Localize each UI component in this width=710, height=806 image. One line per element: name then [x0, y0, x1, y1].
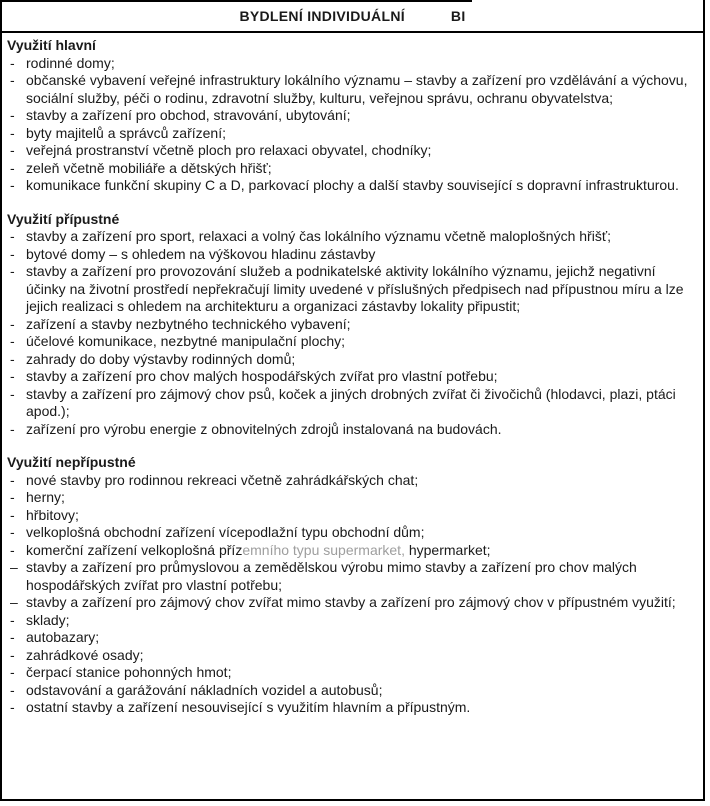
bullet-dash: -: [10, 506, 15, 523]
list-item-text: [26, 351, 697, 369]
list-item: [7, 125, 697, 143]
text-run: velkoplošná obchodní zařízení vícepodlažní typu obchodní dům;: [26, 524, 425, 540]
bullet-dash: -: [10, 524, 15, 540]
bullet-dash: -: [10, 664, 15, 680]
list-item: [7, 228, 697, 246]
list-item: [7, 160, 697, 178]
text-run: zahrádkové osady;: [26, 646, 144, 663]
text-run: komunikace funkční skupiny C a D, parkovací plochy a další stavby související s dopravní infrastrukturou.: [26, 177, 679, 193]
list-item: [7, 351, 697, 369]
section: [7, 454, 697, 717]
bullet-dash: -: [10, 681, 15, 698]
list-item-text: [26, 368, 697, 386]
list-item-text: [26, 699, 697, 717]
section-heading: Využití nepřípustné: [7, 454, 136, 470]
list-item-text: [26, 489, 697, 507]
bullet-dash: -: [10, 629, 15, 645]
section: [7, 37, 697, 195]
list-item-text: [26, 612, 697, 630]
text-run: stavby a zařízení pro provozování služeb a podnikatelské aktivity lokálního významu, jejichž negativní účinky na životní prostředí nepřekračují limity uvedené v příslušných předpisech nad přípustnou míru a lze jejich realizaci s ohledem na architekturu a organizaci zástavby lokality připustit;: [26, 263, 684, 314]
bullet-dash: -: [10, 489, 15, 505]
list-item-text: [26, 142, 697, 160]
bullet-dash: –: [10, 559, 18, 575]
text-run: stavby a zařízení pro sport, relaxaci a volný čas lokálního významu včetně maloplošných hřišť;: [26, 228, 611, 244]
list-item-text: [26, 160, 697, 178]
list-item: [7, 664, 697, 682]
list-item: [7, 421, 697, 439]
list-item: [7, 559, 697, 594]
section-heading: Využití hlavní: [7, 37, 96, 53]
list-item-text: [26, 263, 697, 316]
text-run: účelové komunikace, nezbytné manipulační plochy;: [26, 333, 346, 349]
bullet-dash: -: [10, 541, 15, 558]
text-run: zahrady do doby výstavby rodinných domů;: [26, 350, 296, 367]
list-item-text: [26, 316, 697, 334]
text-run: čerpací stanice pohonných hmot;: [26, 664, 232, 680]
text-run: veřejná prostranství včetně ploch pro relaxaci obyvatel, chodníky;: [26, 142, 432, 158]
bullet-dash: -: [10, 385, 15, 402]
list-item: [7, 246, 697, 264]
text-run: ostatní stavby a zařízení nesouvisející s využitím hlavním a přípustným.: [26, 699, 471, 715]
list-item-text: [26, 333, 697, 351]
text-run: emního typu supermarket,: [242, 541, 405, 558]
list-item: [7, 472, 697, 490]
bullet-dash: -: [10, 699, 15, 715]
bullet-dash: -: [10, 350, 15, 367]
list-item: [7, 594, 697, 612]
text-run: stavby a zařízení pro obchod, stravování, ubytování;: [26, 107, 351, 123]
list-item-text: [26, 559, 697, 594]
text-run: stavby a zařízení pro zájmový chov zvířat mimo stavby a zařízení pro zájmový chov v přípustném využití;: [26, 594, 676, 610]
list-item: [7, 177, 697, 195]
list-item: [7, 107, 697, 125]
text-run: rodinné domy;: [26, 54, 115, 71]
bullet-dash: -: [10, 263, 15, 279]
bullet-dash: -: [10, 142, 15, 158]
list-item: [7, 647, 697, 665]
text-run: zařízení pro výrobu energie z obnovitelných zdrojů instalovaná na budovách.: [26, 420, 502, 437]
text-run: odstavování a garážování nákladních vozidel a autobusů;: [26, 681, 383, 698]
text-run: stavby a zařízení pro zájmový chov psů, koček a jiných drobných zvířat či živočichů (hlodavci, plazi, ptáci apod.);: [26, 385, 676, 419]
list-item-text: [26, 421, 697, 439]
bullet-dash: -: [10, 124, 15, 141]
zone-code: BI: [450, 7, 466, 24]
list-item: [7, 699, 697, 717]
bullet-dash: -: [10, 646, 15, 663]
bullet-dash: -: [10, 471, 15, 488]
bullet-dash: -: [10, 228, 15, 244]
bullet-dash: -: [10, 72, 15, 88]
bullet-dash: -: [10, 368, 15, 384]
text-run: sklady;: [26, 611, 70, 628]
list-item-text: [26, 125, 697, 143]
section-heading: Využití přípustné: [7, 210, 120, 227]
list-item-text: [26, 507, 697, 525]
list-item: [7, 55, 697, 73]
list-item: [7, 263, 697, 316]
list-item-text: [26, 72, 697, 107]
bullet-dash: -: [10, 159, 15, 176]
text-run: stavby a zařízení pro průmyslovou a zemědělskou výrobu mimo stavby a zařízení pro chov malých hospodářských zvířat pro vlastní potřebu;: [26, 559, 637, 593]
text-run: byty majitelů a správců zařízení;: [26, 124, 226, 141]
bullet-dash: -: [10, 107, 15, 123]
list-item: [7, 72, 697, 107]
text-run: komerční zařízení velkoplošná příz: [26, 541, 243, 558]
bullet-dash: -: [10, 177, 15, 193]
list-item: [7, 682, 697, 700]
list-item-text: [26, 107, 697, 125]
list-item: [7, 489, 697, 507]
list-item: [7, 316, 697, 334]
list-item: [7, 333, 697, 351]
list-item-text: [26, 524, 697, 542]
list-item-text: [26, 177, 697, 195]
list-item-text: [26, 629, 697, 647]
text-run: zařízení a stavby nezbytného technického vybavení;: [26, 315, 351, 332]
text-run: hřbitovy;: [26, 506, 79, 523]
list-item-text: [26, 246, 697, 264]
page-title: BYDLENÍ INDIVIDUÁLNÍ: [239, 7, 405, 24]
text-run: autobazary;: [26, 629, 100, 645]
bullet-dash: -: [10, 611, 15, 628]
list-item-text: [26, 472, 697, 490]
text-run: nové stavby pro rodinnou rekreaci včetně zahrádkářských chat;: [26, 471, 419, 488]
bullet-dash: -: [10, 333, 15, 349]
list-item-text: [26, 542, 697, 560]
list-item-text: [26, 664, 697, 682]
text-run: zeleň včetně mobiliáře a dětských hřišť;: [26, 159, 272, 176]
list-item: [7, 629, 697, 647]
document-header: [2, 0, 703, 33]
document-body: [2, 33, 703, 721]
list-item-text: [26, 647, 697, 665]
list-item-text: [26, 228, 697, 246]
list-item-text: [26, 594, 697, 612]
list-item-text: [26, 55, 697, 73]
bullet-dash: -: [10, 315, 15, 332]
section: [7, 211, 697, 439]
list-item: [7, 507, 697, 525]
list-item: [7, 368, 697, 386]
list-item: [7, 542, 697, 560]
bullet-dash: -: [10, 420, 15, 437]
text-run: herny;: [26, 489, 65, 505]
list-item: [7, 386, 697, 421]
list-item-text: [26, 386, 697, 421]
text-run: občanské vybavení veřejné infrastruktury lokálního významu – stavby a zařízení pro vzdělávání a výchovu, sociální služby, péči o rodinu, zdravotní služby, kulturu, veřejnou správu, ochranu obyvatelstva;: [26, 72, 688, 106]
text-run: stavby a zařízení pro chov malých hospodářských zvířat pro vlastní potřebu;: [26, 368, 498, 384]
list-item: [7, 142, 697, 160]
top-border-line: [0, 0, 472, 2]
bullet-dash: -: [10, 245, 15, 262]
text-run: hypermarket;: [404, 541, 491, 558]
list-item: [7, 612, 697, 630]
list-item: [7, 524, 697, 542]
list-item-text: [26, 682, 697, 700]
text-run: bytové domy – s ohledem na výškovou hladinu zástavby: [26, 245, 376, 262]
bullet-dash: -: [10, 54, 15, 71]
bullet-dash: –: [10, 594, 18, 610]
